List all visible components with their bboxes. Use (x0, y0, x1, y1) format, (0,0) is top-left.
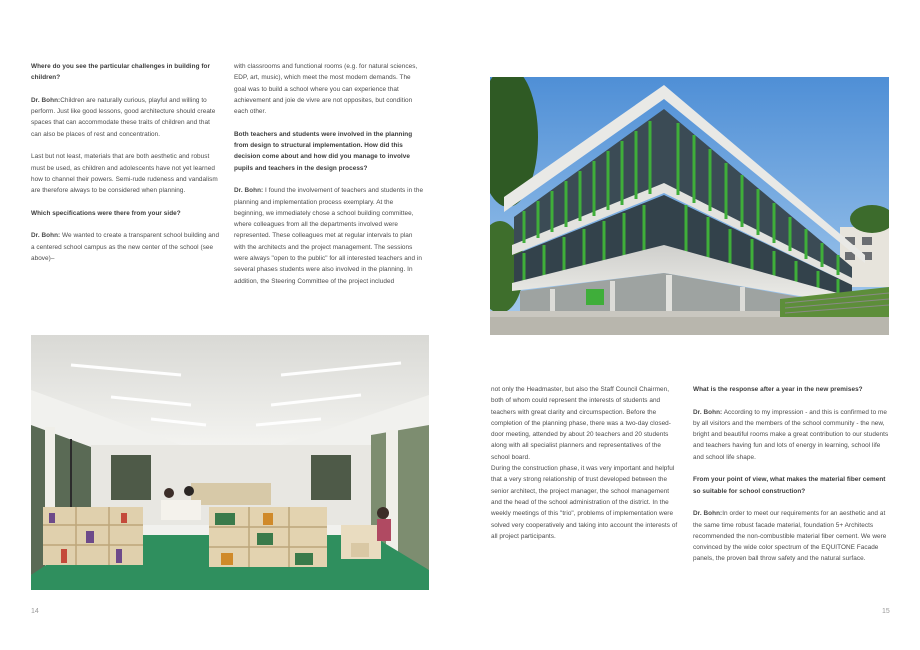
school-building-photo (490, 77, 889, 335)
text-column-3 (491, 384, 681, 553)
answer-3-construction: During the construction phase, it was very important and helpful that a very strong relationship of trust developed between the senior architect, the project manager, the school management and the head of the school administration of the district. In the weekly meetings of this "trio", problems of implementation were solved very cooperatively and taking into account the interests of all project participants. (491, 465, 678, 540)
question-2: Which specifications were there from your side? (31, 209, 181, 217)
question-3: Both teachers and students were involved in the planning from design to structural implementation. How did this decision come about and how did you manage to involve pupils and teachers in the design process? (234, 130, 413, 172)
answer-5 (693, 508, 889, 564)
answer-1-text: Children are naturally curious, playful and willing to perform. Just like good lessons, good architecture should create spaces that can accommodate these traits of children and that can also be places of rest and concentration. (31, 96, 216, 138)
answer-3-text: I found the involvement of teachers and students in the planning and implementation process exemplary. At the beginning, we immediately chose a school building committee, where colleagues from all the departments involved were represented. These colleagues met at regular intervals to plan with the architects and the project management. The sessions were always "open to the public" for all interested teachers and in several phases students were also involved in the planning. In addition, the Steering Committee of the project included (234, 187, 424, 285)
question-5: From your point of view, what makes the material fiber cement so suitable for school construction? (693, 476, 886, 495)
answer-3 (234, 185, 424, 287)
question-4: What is the response after a year in the new premises? (693, 386, 863, 393)
question-1: Where do you see the particular challenges in building for children? (31, 63, 211, 82)
text-column-4 (693, 384, 889, 576)
text-column-2 (234, 61, 424, 298)
speaker-label: Dr. Bohn: (31, 232, 61, 240)
answer-2-continued: with classrooms and functional rooms (e.g. for natural sciences, EDP, art, music), which meet the most modern demands. The goal was to build a school where you can experience that achievement and joie de vivre are not opposites, but condition each other. (234, 63, 418, 116)
speaker-label: Dr. Bohn: (31, 96, 61, 104)
speaker-label: Dr. Bohn: (693, 408, 723, 416)
answer-1 (31, 95, 221, 140)
answer-4-text: According to my impression - and this is confirmed to me by all visitors and the members of the school community - the new, bright and beautiful rooms make a great contribution to our students and teachers having fun and lots of energy in learning, school life and school life shape. (693, 408, 889, 461)
page-number-left: 14 (31, 608, 39, 615)
answer-5-text: In order to meet our requirements for an aesthetic and at the same time robust facade material, foundation 5+ Architects recommended the non-combustible material fiber cement. We were convinced by the wide color spectrum of the EQUITONE Facade panels, the proven ball throw safety and the natural surface. (693, 510, 887, 563)
answer-4 (693, 407, 889, 463)
answer-1-continued: Last but not least, materials that are both aesthetic and robust must be used, as children and adolescents have not yet learned how to channel their powers. Semi-rude rudeness and vandalism are therefore always to be considered when planning. (31, 153, 218, 195)
answer-2 (31, 230, 221, 264)
speaker-label: Dr. Bohn: (234, 187, 264, 195)
speaker-label: Dr. Bohn: (693, 510, 723, 518)
school-library-photo (31, 335, 429, 590)
text-column-1 (31, 61, 221, 276)
answer-3-continued: not only the Headmaster, but also the Staff Council Chairmen, both of whom could represent the interests of students and teachers with great clarity and circumspection. Before the completion of the planning phase, there was a two-day closed-door meeting, attended by about 20 teachers and 20 students along with all specialist planners and representatives of the school board. (491, 386, 671, 461)
answer-2-text: We wanted to create a transparent school building and a centered school campus as the new center of the school (see above)– (31, 232, 220, 263)
page-number-right: 15 (882, 608, 890, 615)
